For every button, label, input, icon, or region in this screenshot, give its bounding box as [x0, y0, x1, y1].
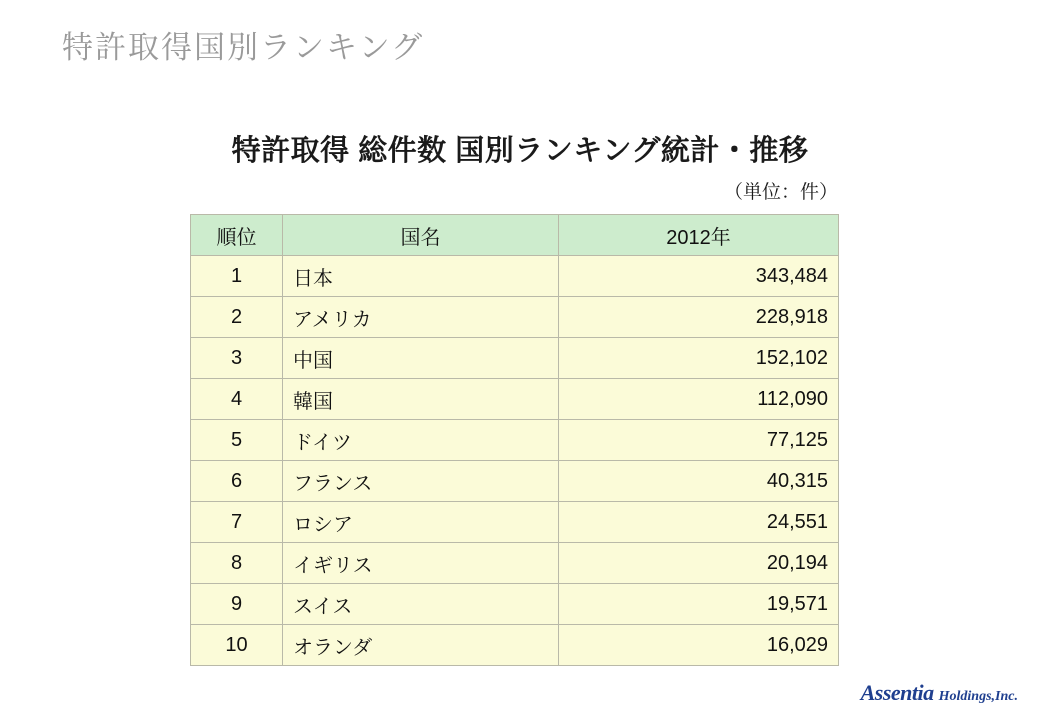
table-row — [191, 625, 839, 666]
ranking-table — [190, 214, 839, 666]
table-heading: 特許取得 総件数 国別ランキング統計・推移 — [231, 135, 809, 167]
cell-country: ロシア — [283, 502, 559, 543]
cell-rank: 2 — [191, 297, 283, 338]
cell-rank: 1 — [191, 256, 283, 297]
column-header-rank: 順位 — [191, 215, 283, 256]
cell-value: 40,315 — [559, 461, 839, 502]
cell-value: 20,194 — [559, 543, 839, 584]
table-header-row — [191, 215, 839, 256]
table-block — [190, 128, 850, 666]
table-row — [191, 502, 839, 543]
cell-country: フランス — [283, 461, 559, 502]
cell-rank: 4 — [191, 379, 283, 420]
cell-value: 77,125 — [559, 420, 839, 461]
cell-rank: 7 — [191, 502, 283, 543]
table-row — [191, 543, 839, 584]
company-logo — [861, 680, 1018, 706]
cell-value: 19,571 — [559, 584, 839, 625]
cell-rank: 8 — [191, 543, 283, 584]
cell-value: 343,484 — [559, 256, 839, 297]
cell-value: 112,090 — [559, 379, 839, 420]
logo-sub-text: Holdings,Inc. — [938, 689, 1018, 704]
cell-country: オランダ — [283, 625, 559, 666]
cell-rank: 10 — [191, 625, 283, 666]
cell-country: アメリカ — [283, 297, 559, 338]
unit-note: （単位：件） — [723, 182, 838, 203]
table-row — [191, 256, 839, 297]
cell-country: スイス — [283, 584, 559, 625]
cell-country: 日本 — [283, 256, 559, 297]
logo-main-text: Assentia — [860, 680, 934, 705]
page-title: 特許取得国別ランキング — [62, 30, 425, 65]
column-header-year: 2012年 — [559, 215, 839, 256]
cell-rank: 3 — [191, 338, 283, 379]
cell-value: 16,029 — [559, 625, 839, 666]
cell-country: 韓国 — [283, 379, 559, 420]
table-row — [191, 338, 839, 379]
table-row — [191, 584, 839, 625]
cell-value: 228,918 — [559, 297, 839, 338]
column-header-country: 国名 — [283, 215, 559, 256]
cell-country: イギリス — [283, 543, 559, 584]
cell-rank: 6 — [191, 461, 283, 502]
table-row — [191, 420, 839, 461]
cell-rank: 5 — [191, 420, 283, 461]
table-row — [191, 379, 839, 420]
cell-country: ドイツ — [283, 420, 559, 461]
cell-value: 24,551 — [559, 502, 839, 543]
cell-country: 中国 — [283, 338, 559, 379]
table-row — [191, 297, 839, 338]
table-row — [191, 461, 839, 502]
cell-rank: 9 — [191, 584, 283, 625]
cell-value: 152,102 — [559, 338, 839, 379]
